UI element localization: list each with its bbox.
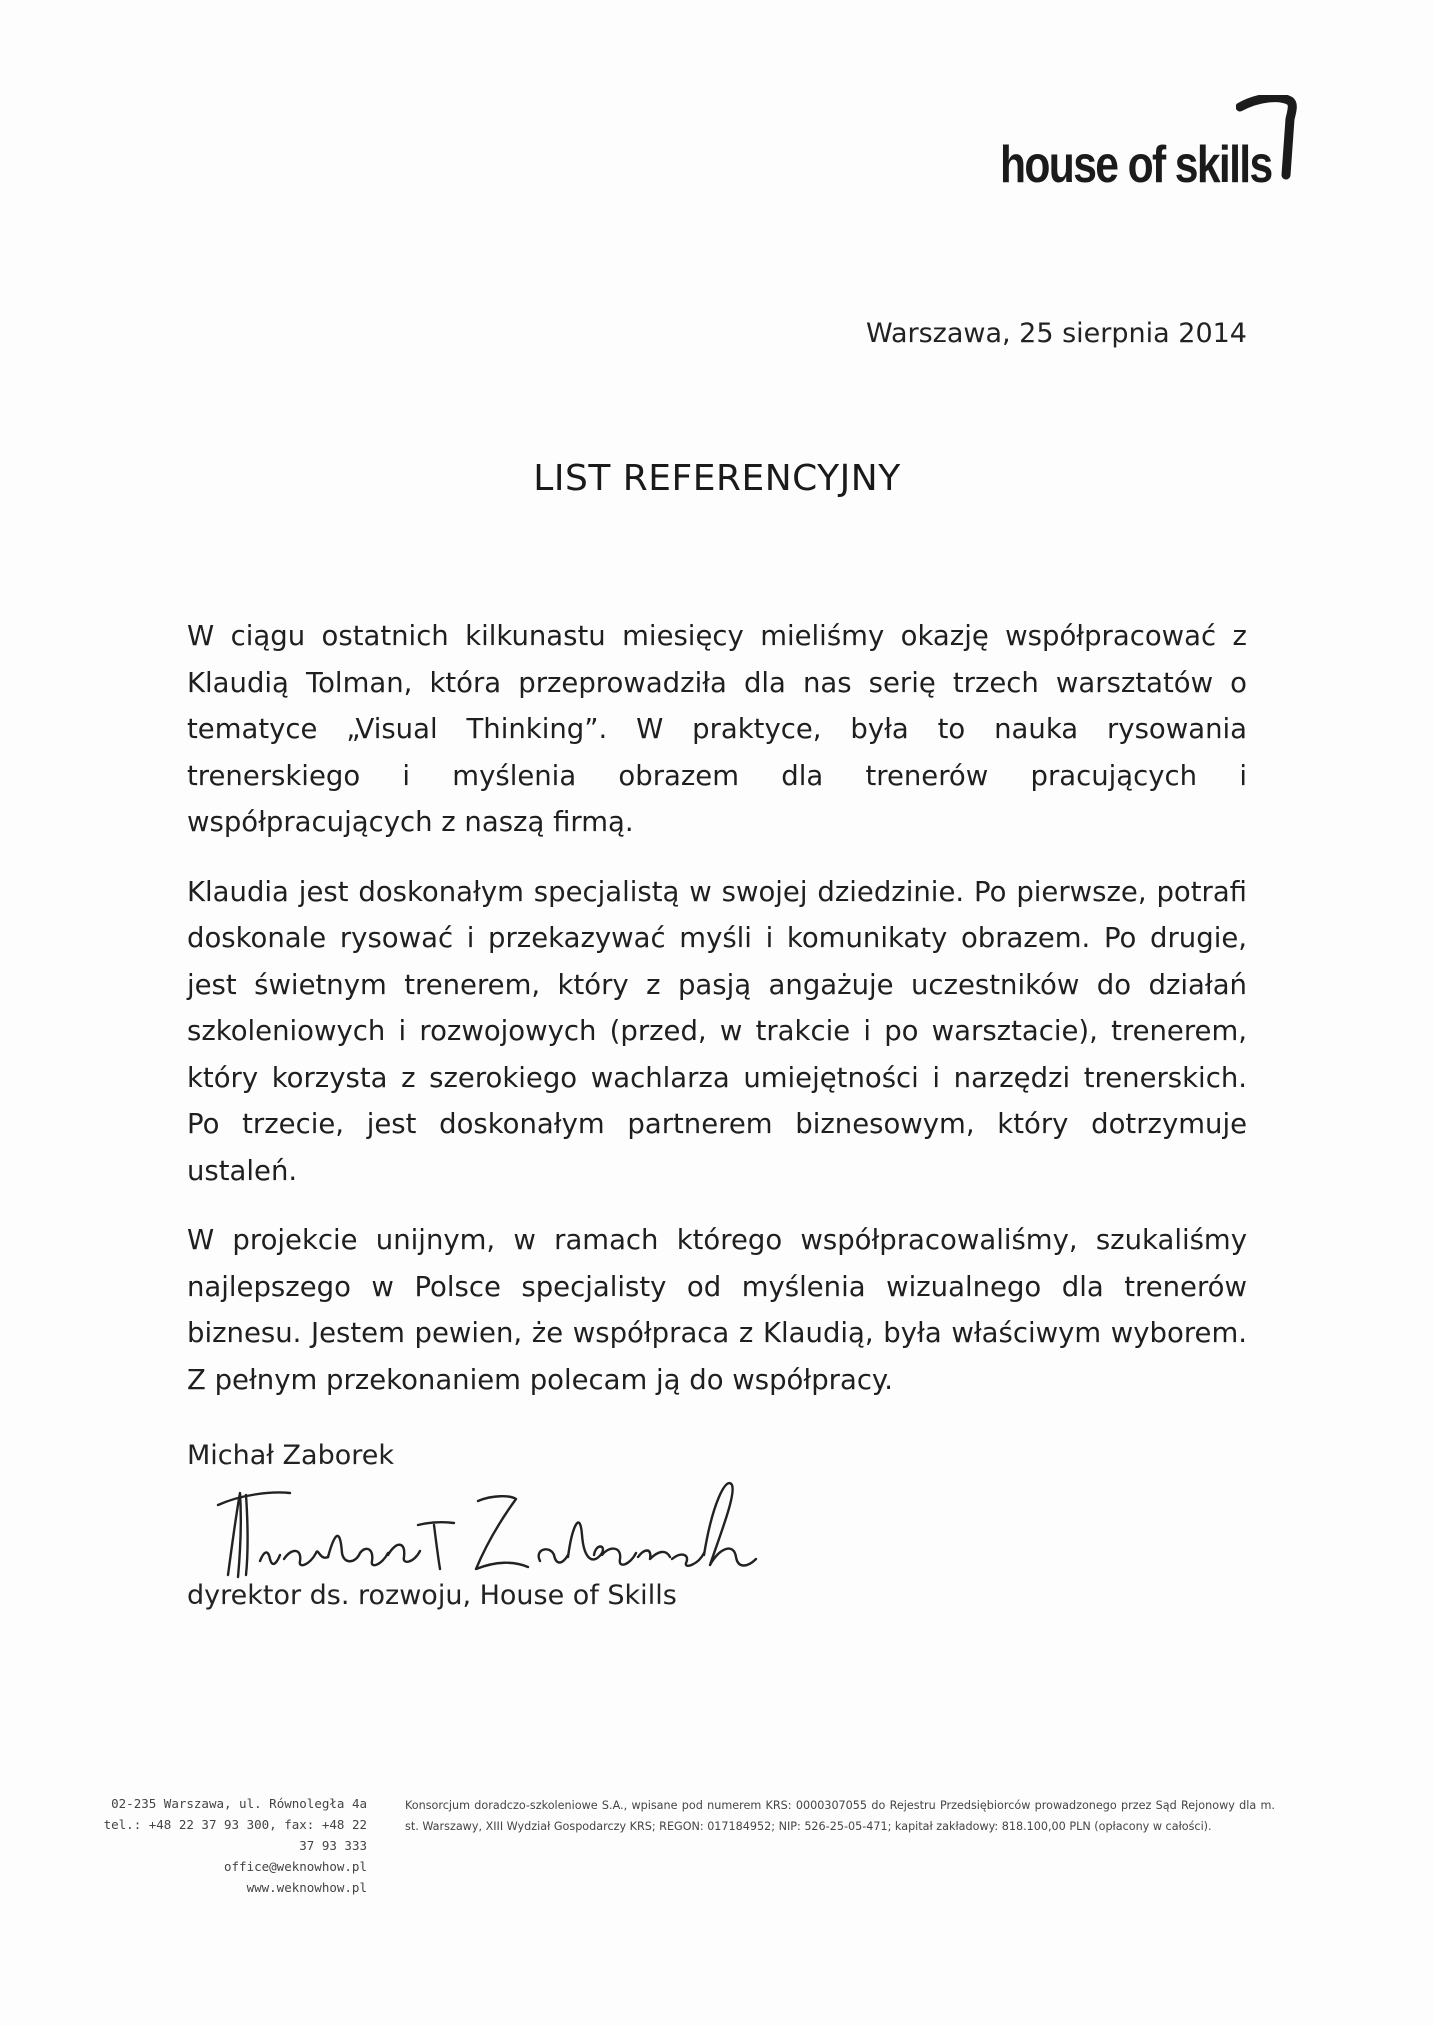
footer-phone-line: tel.: +48 22 37 93 300, fax: +48 22 37 93 333 — [103, 1817, 367, 1853]
footer-legal-info: Konsorcjum doradczo-szkoleniowe S.A., wpisane pod numerem KRS: 0000307055 do Rejestru Przedsiębiorców prowadzonego przez Sąd Rejonowy dla m. st. Warszawy, XIII Wydział Gospodarczy KRS; REGON: 017184952; NIP: 526-25-05-471; kapitał zakładowy: 818.100,00 PLN (opłacony w całości). — [405, 1799, 1275, 1833]
signatory-name: Michał Zaborek — [187, 1440, 395, 1471]
handwritten-signature — [210, 1465, 770, 1585]
footer-website: www.weknowhow.pl — [246, 1880, 367, 1895]
footer-address-line: 02-235 Warszawa, ul. Równoległa 4a — [111, 1796, 367, 1811]
signatory-role: dyrektor ds. rozwoju, House of Skills — [187, 1580, 677, 1611]
letter-body — [187, 613, 1247, 1426]
paragraph: W ciągu ostatnich kilkunastu miesięcy mieliśmy okazję współpracować z Klaudią Tolman, która przeprowadziła dla nas serię trzech warsztatów o tematyce „Visual Thinking”. W praktyce, była to nauka rysowania trenerskiego i myślenia obrazem dla trenerów pracujących i współpracujących z naszą firmą. — [187, 620, 1247, 838]
footer-email: office@weknowhow.pl — [224, 1859, 367, 1874]
company-logo — [1000, 95, 1320, 205]
letter-date: Warszawa, 25 sierpnia 2014 — [865, 318, 1247, 349]
paragraph: Klaudia jest doskonałym specjalistą w swojej dziedzinie. Po pierwsze, potrafi doskonale rysować i przekazywać myśli i komunikaty obrazem. Po drugie, jest świetnym trenerem, który z pasją angażuje uczestników do działań szkoleniowych i rozwojowych (przed, w trakcie i po warsztacie), trenerem, który korzysta z szerokiego wachlarza umiejętności i narzędzi trenerskich. Po trzecie, jest doskonałym partnerem biznesowym, który dotrzymuje ustaleń. — [187, 875, 1247, 1187]
footer-address — [100, 1793, 367, 1898]
letter-title: LIST REFERENCYJNY — [533, 458, 901, 499]
logo-hook-icon — [1236, 95, 1306, 185]
paragraph: W projekcie unijnym, w ramach którego współpracowaliśmy, szukaliśmy najlepszego w Polsce specjalisty od myślenia wizualnego dla trenerów biznesu. Jestem pewien, że współpraca z Klaudią, była właściwym wyborem. Z pełnym przekonaniem polecam ją do współpracy. — [187, 1224, 1247, 1396]
logo-text: house of skills — [1000, 136, 1272, 194]
